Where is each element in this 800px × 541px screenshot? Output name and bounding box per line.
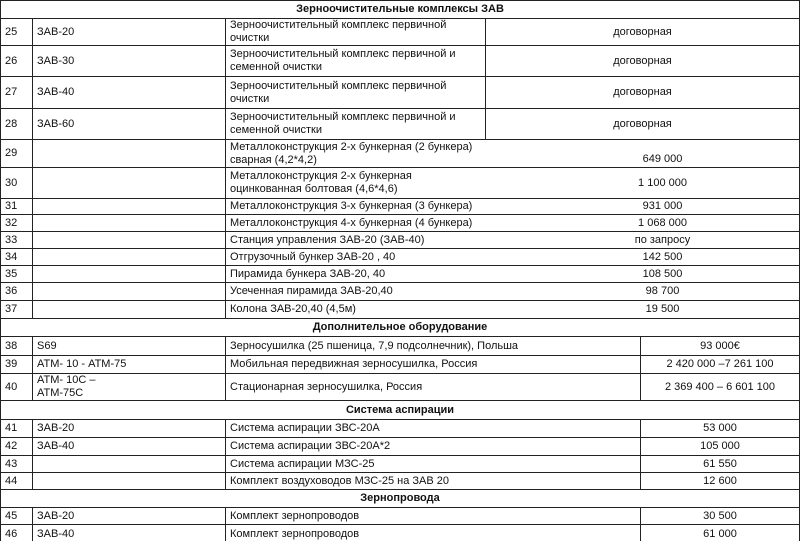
row-number: 27 xyxy=(5,86,18,98)
price-cell: 93 000€ xyxy=(700,339,740,352)
price-cell: договорная xyxy=(613,54,672,67)
model-cell: ЗАВ-20 xyxy=(37,509,75,522)
row-number: 29 xyxy=(5,147,18,159)
price-cell: договорная xyxy=(613,86,672,98)
model-cell: S69 xyxy=(37,339,57,352)
model-cell: ЗАВ-40 xyxy=(37,86,75,98)
price-cell: 61 000 xyxy=(703,528,737,540)
section-header: Система аспирации xyxy=(345,403,455,416)
row-number: 38 xyxy=(5,339,18,352)
price-cell: 105 000 xyxy=(700,440,740,452)
row-number: 35 xyxy=(5,267,18,280)
model-cell: ЗАВ-40 xyxy=(37,440,75,452)
model-cell xyxy=(33,456,225,472)
description-cell: Зерноочистительный комплекс первичной очистки xyxy=(230,19,447,44)
model-cell xyxy=(33,215,225,231)
price-cell: 12 600 xyxy=(703,474,737,487)
price-cell: договорная xyxy=(613,25,672,38)
model-cell xyxy=(33,232,225,248)
price-cell: 61 550 xyxy=(703,457,737,470)
price-cell: 2 369 400 – 6 601 100 xyxy=(664,380,776,393)
description-cell: Зерносушилка (25 пшеница, 7,9 подсолнечник), Польша xyxy=(230,339,519,352)
row-number: 39 xyxy=(5,358,18,370)
price-cell: 30 500 xyxy=(703,509,737,522)
model-cell: АТМ- 10С – АТМ-75С xyxy=(37,374,96,399)
price-cell: 1 100 000 xyxy=(638,176,687,189)
model-cell xyxy=(33,249,225,265)
model-cell: ЗАВ-20 xyxy=(37,25,75,38)
description-cell: Металлоконструкция 3-х бункерная (3 бункера) xyxy=(230,200,473,212)
row-number: 33 xyxy=(5,233,18,246)
description-cell: Стационарная зерносушилка, Россия xyxy=(230,380,423,393)
description-cell: Колона ЗАВ-20,40 (4,5м) xyxy=(230,303,356,315)
description-cell: Комплект воздуховодов МЗС-25 на ЗАВ 20 xyxy=(230,474,450,487)
row-number: 26 xyxy=(5,54,18,67)
price-cell: 142 500 xyxy=(642,250,683,263)
description-cell: Система аспирации ЗВС-20А*2 xyxy=(230,440,391,452)
description-cell: Усеченная пирамида ЗАВ-20,40 xyxy=(230,285,393,297)
price-cell: 2 420 000 –7 261 100 xyxy=(666,358,774,370)
row-number: 32 xyxy=(5,216,18,229)
model-cell xyxy=(33,168,225,198)
description-cell: Отгрузочный бункер ЗАВ-20 , 40 xyxy=(230,250,396,263)
description-cell: Мобильная передвижная зерносушилка, Россия xyxy=(230,358,478,370)
price-cell: по запросу xyxy=(634,233,691,246)
row-number: 30 xyxy=(5,176,18,189)
description-cell: Зерноочистительный комплекс первичной очистки xyxy=(230,79,447,105)
row-number: 28 xyxy=(5,117,18,130)
price-cell: 931 000 xyxy=(642,200,683,212)
description-cell: Зерноочистительный комплекс первичной и семенной очистки xyxy=(230,48,456,73)
model-cell: ЗАВ-30 xyxy=(37,54,75,67)
row-number: 46 xyxy=(5,528,18,540)
model-cell xyxy=(33,473,225,489)
model-cell: ЗАВ-20 xyxy=(37,422,75,434)
row-number: 42 xyxy=(5,440,18,452)
model-cell: ЗАВ-60 xyxy=(37,117,75,130)
description-cell: Комплект зернопроводов xyxy=(230,528,360,540)
row-number: 36 xyxy=(5,285,18,297)
model-cell: АТМ- 10 - АТМ-75 xyxy=(37,358,127,370)
description-cell: Металлоконструкция 2-х бункерная оцинкованная болтовая (4,6*4,6) xyxy=(230,170,412,195)
section-header: Зернопровода xyxy=(360,492,440,504)
price-cell: 649 000 xyxy=(642,153,683,165)
description-cell: Станция управления ЗАВ-20 (ЗАВ-40) xyxy=(230,233,425,246)
price-cell: 98 700 xyxy=(645,285,680,297)
model-cell xyxy=(33,266,225,282)
price-cell: договорная xyxy=(613,117,672,130)
model-cell xyxy=(33,140,225,167)
model-cell xyxy=(33,301,225,318)
price-cell: 1 068 000 xyxy=(638,216,687,229)
description-cell: Пирамида бункера ЗАВ-20, 40 xyxy=(230,267,386,280)
row-number: 25 xyxy=(5,25,18,38)
description-cell: Система аспирации ЗВС-20А xyxy=(230,422,380,434)
row-number: 37 xyxy=(5,303,18,315)
description-cell: Металлоконструкция 2-х бункерная (2 бункера) сварная (4,2*4,2) xyxy=(230,140,473,166)
model-cell xyxy=(33,283,225,300)
row-number: 44 xyxy=(5,474,18,487)
row-number: 45 xyxy=(5,509,18,522)
row-number: 41 xyxy=(5,422,18,434)
model-cell xyxy=(33,199,225,214)
price-cell: 53 000 xyxy=(703,422,737,434)
price-cell: 108 500 xyxy=(642,267,683,280)
section-header: Дополнительное оборудование xyxy=(312,321,488,333)
row-number: 43 xyxy=(5,457,18,470)
description-cell: Металлоконструкция 4-х бункерная (4 бункера) xyxy=(230,216,473,229)
row-number: 31 xyxy=(5,200,18,212)
section-header: Зерноочистительные комплексы ЗАВ xyxy=(296,3,504,15)
description-cell: Система аспирации МЗС-25 xyxy=(230,457,375,470)
description-cell: Зерноочистительный комплекс первичной и семенной очистки xyxy=(230,111,456,136)
model-cell: ЗАВ-40 xyxy=(37,528,75,540)
row-number: 34 xyxy=(5,250,18,263)
price-cell: 19 500 xyxy=(645,303,680,315)
description-cell: Комплект зернопроводов xyxy=(230,509,360,522)
row-number: 40 xyxy=(5,380,18,393)
